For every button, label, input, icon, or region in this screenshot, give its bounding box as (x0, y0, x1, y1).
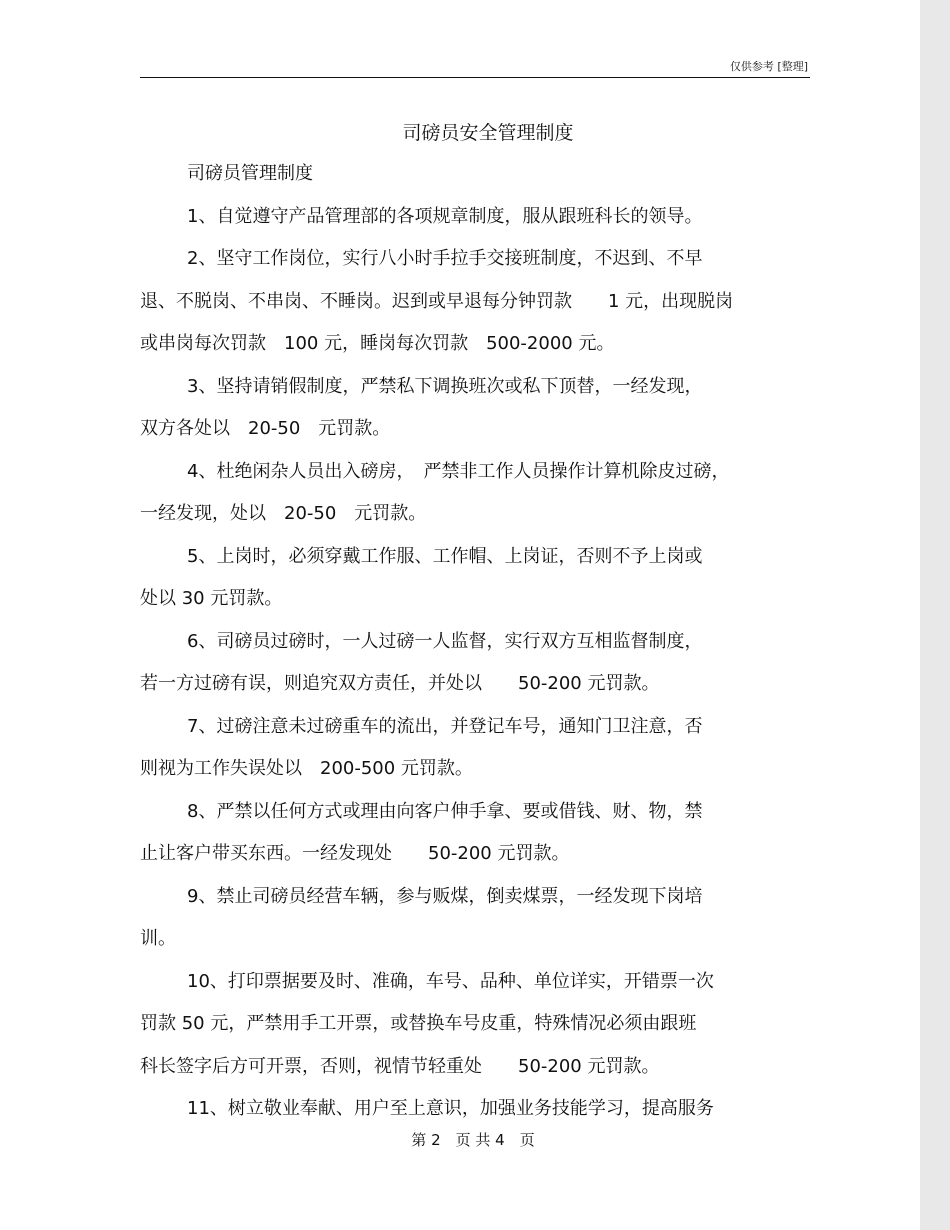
body-line: 则视为工作失误处以 200-500 元罚款。 (140, 758, 473, 779)
body-line: 9、禁止司磅员经营车辆，参与贩煤，倒卖煤票，一经发现下岗培 (187, 886, 703, 907)
body-line: 训。 (140, 928, 176, 949)
body-line: 11、树立敬业奉献、用户至上意识，加强业务技能学习，提高服务 (187, 1098, 714, 1119)
body-line: 2、坚守工作岗位，实行八小时手拉手交接班制度，不迟到、不早 (187, 248, 703, 269)
page-number: 第 2 页 共 4 页 (411, 1131, 535, 1149)
body-line: 双方各处以 20-50 元罚款。 (140, 418, 391, 439)
header-note: 仅供参考 [整理] (729, 60, 808, 73)
document-title: 司磅员安全管理制度 (402, 122, 574, 144)
body-line: 10、打印票据要及时、准确，车号、品种、单位详实，开错票一次 (187, 971, 714, 992)
body-line: 科长签字后方可开票，否则，视情节轻重处 50-200 元罚款。 (140, 1056, 660, 1077)
body-line: 处以 30 元罚款。 (140, 588, 283, 609)
body-line: 6、司磅员过磅时，一人过磅一人监督，实行双方互相监督制度， (187, 631, 703, 652)
header-rule (140, 77, 810, 78)
body-line: 5、上岗时，必须穿戴工作服、工作帽、上岗证，否则不予上岗或 (187, 546, 703, 567)
body-line: 8、严禁以任何方式或理由向客户伸手拿、要或借钱、财、物，禁 (187, 801, 703, 822)
body-line: 罚款 50 元，严禁用手工开票，或替换车号皮重，特殊情况必须由跟班 (140, 1013, 697, 1034)
body-line: 退、不脱岗、不串岗、不睡岗。迟到或早退每分钟罚款 1 元，出现脱岗 (140, 291, 734, 312)
body-line: 7、过磅注意未过磅重车的流出，并登记车号，通知门卫注意，否 (187, 716, 703, 737)
section-heading: 司磅员管理制度 (187, 163, 313, 184)
body-line: 4、杜绝闲杂人员出入磅房， 严禁非工作人员操作计算机除皮过磅， (187, 461, 730, 482)
body-line: 或串岗每次罚款 100 元，睡岗每次罚款 500-2000 元。 (140, 333, 615, 354)
body-line: 1、自觉遵守产品管理部的各项规章制度，服从跟班科长的领导。 (187, 206, 703, 227)
body-line: 一经发现，处以 20-50 元罚款。 (140, 503, 427, 524)
body-line: 3、坚持请销假制度，严禁私下调换班次或私下顶替，一经发现， (187, 376, 703, 397)
body-line: 止让客户带买东西。一经发现处 50-200 元罚款。 (140, 843, 570, 864)
body-line: 若一方过磅有误，则追究双方责任，并处以 50-200 元罚款。 (140, 673, 660, 694)
